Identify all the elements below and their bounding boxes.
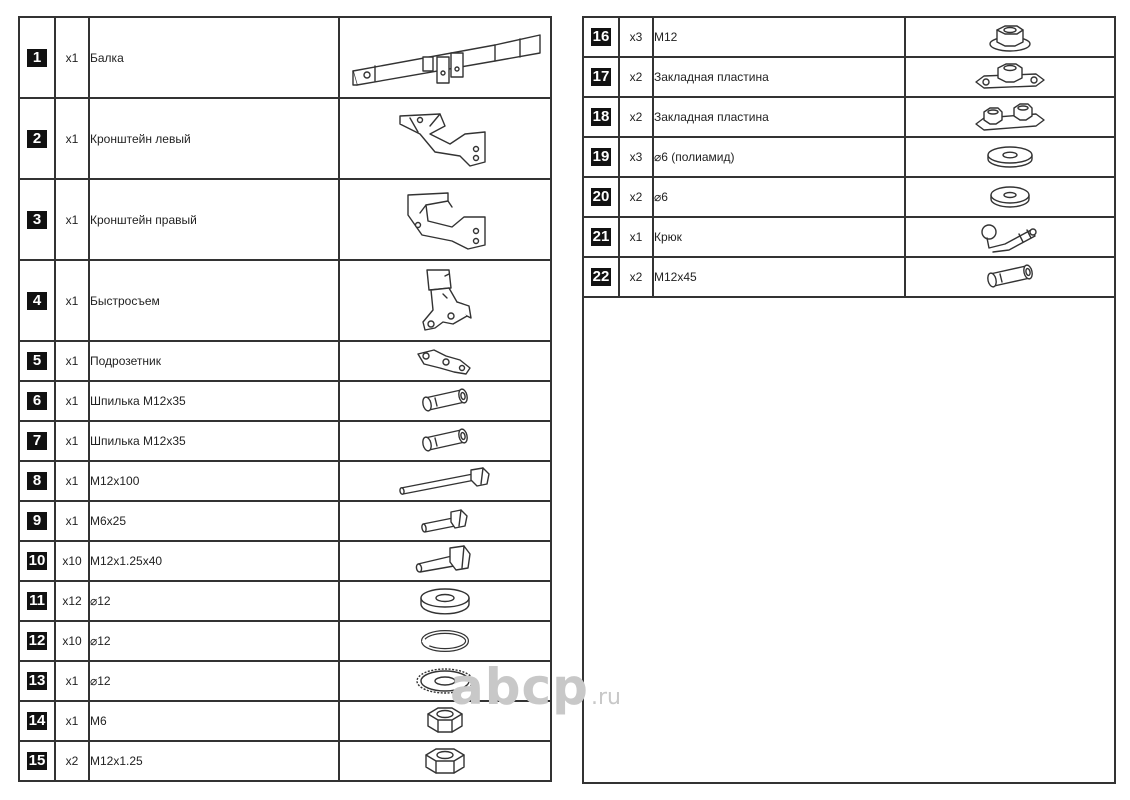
item-name: ⌀6 (полиамид) [653, 137, 905, 177]
item-picture-cell [905, 17, 1115, 57]
item-number-cell [19, 581, 55, 621]
plate-double-nut-icon [906, 100, 1114, 134]
item-number: 4 [27, 292, 47, 310]
bolt-icon [340, 544, 550, 578]
quick-release-icon [340, 264, 550, 338]
long-bolt-icon [340, 464, 550, 498]
item-number-cell [583, 257, 619, 297]
item-number: 16 [592, 28, 610, 45]
item-quantity: x10 [55, 621, 89, 661]
item-number-cell [19, 621, 55, 661]
small-washer-icon [906, 184, 1114, 210]
empty-row [583, 297, 1115, 783]
item-number-cell [19, 741, 55, 781]
item-quantity: x12 [55, 581, 89, 621]
table-row [583, 97, 1115, 137]
spacer-sleeve-icon [340, 384, 550, 418]
item-name: М6 [89, 701, 339, 741]
item-name: Балка [89, 17, 339, 98]
item-picture-cell [339, 98, 551, 179]
item-name: Шпилька М12х35 [89, 381, 339, 421]
item-name: Быстросъем [89, 260, 339, 341]
table-row [583, 177, 1115, 217]
item-number: 18 [592, 108, 610, 125]
table-row [19, 461, 551, 501]
flange-nut-icon [906, 20, 1114, 54]
hex-nut-icon [340, 743, 550, 779]
table-row [19, 701, 551, 741]
table-row [19, 421, 551, 461]
item-number-cell [19, 98, 55, 179]
parts-table-left [18, 16, 552, 782]
item-quantity: x3 [619, 17, 653, 57]
item-quantity: x1 [619, 217, 653, 257]
table-row [19, 541, 551, 581]
bracket-left-icon [340, 104, 550, 174]
item-number: 12 [28, 632, 46, 649]
item-name: Кронштейн правый [89, 179, 339, 260]
table-row [19, 260, 551, 341]
item-picture-cell [339, 17, 551, 98]
table-row [583, 137, 1115, 177]
item-picture-cell [339, 621, 551, 661]
item-picture-cell [339, 541, 551, 581]
item-number-cell [19, 341, 55, 381]
item-number-cell [19, 17, 55, 98]
item-quantity: x2 [55, 741, 89, 781]
item-number-cell [19, 541, 55, 581]
item-quantity: x3 [619, 137, 653, 177]
item-number-cell [583, 97, 619, 137]
item-number-cell [19, 701, 55, 741]
short-bolt-icon [340, 506, 550, 536]
table-row [19, 17, 551, 98]
item-name: М12х1.25 [89, 741, 339, 781]
item-picture-cell [905, 57, 1115, 97]
item-name: ⌀12 [89, 661, 339, 701]
item-name: Крюк [653, 217, 905, 257]
item-quantity: x1 [55, 341, 89, 381]
item-number: 21 [592, 228, 610, 245]
table-row [19, 341, 551, 381]
table-row [19, 98, 551, 179]
item-number-cell [19, 661, 55, 701]
item-number: 22 [592, 268, 610, 285]
table-row [19, 661, 551, 701]
item-name: ⌀6 [653, 177, 905, 217]
item-quantity: x1 [55, 421, 89, 461]
item-picture-cell [905, 217, 1115, 257]
spring-washer-icon [340, 626, 550, 656]
item-name: Подрозетник [89, 341, 339, 381]
item-name: ⌀12 [89, 621, 339, 661]
item-number: 14 [28, 712, 46, 729]
item-picture-cell [905, 137, 1115, 177]
item-picture-cell [339, 179, 551, 260]
watermark-logo: abcp [450, 658, 589, 716]
item-quantity: x1 [55, 98, 89, 179]
item-name: М12 [653, 17, 905, 57]
watermark-domain: .ru [590, 685, 621, 710]
table-row [19, 621, 551, 661]
flat-washer-icon [340, 586, 550, 616]
item-quantity: x1 [55, 661, 89, 701]
item-quantity: x1 [55, 701, 89, 741]
item-number-cell [583, 177, 619, 217]
item-number-cell [19, 501, 55, 541]
bracket-right-icon [340, 185, 550, 255]
table-row [19, 741, 551, 781]
item-number: 6 [27, 392, 47, 410]
spacer-sleeve-icon [340, 424, 550, 458]
item-picture-cell [339, 741, 551, 781]
item-quantity: x10 [55, 541, 89, 581]
item-number: 13 [28, 672, 46, 689]
item-picture-cell [339, 381, 551, 421]
item-number-cell [19, 381, 55, 421]
item-number: 7 [27, 432, 47, 450]
item-number-cell [583, 217, 619, 257]
spacer-sleeve-icon [906, 260, 1114, 294]
item-quantity: x1 [55, 179, 89, 260]
item-number: 19 [592, 148, 610, 165]
serrated-washer-icon [340, 663, 550, 699]
item-quantity: x1 [55, 17, 89, 98]
item-number-cell [583, 17, 619, 57]
item-name: Закладная пластина [653, 57, 905, 97]
item-number-cell [19, 179, 55, 260]
item-number: 20 [592, 188, 610, 205]
table-row [19, 381, 551, 421]
item-name: М12х100 [89, 461, 339, 501]
tow-ball-hook-icon [906, 220, 1114, 254]
item-picture-cell [339, 421, 551, 461]
item-number-cell [583, 57, 619, 97]
table-row [583, 217, 1115, 257]
item-quantity: x2 [619, 177, 653, 217]
item-picture-cell [339, 661, 551, 701]
empty-area [583, 297, 1115, 783]
socket-bracket-icon [340, 344, 550, 378]
item-number: 2 [27, 130, 47, 148]
parts-table-right [582, 16, 1116, 784]
item-picture-cell [339, 461, 551, 501]
item-name: М6х25 [89, 501, 339, 541]
item-picture-cell [905, 97, 1115, 137]
item-picture-cell [905, 257, 1115, 297]
item-picture-cell [339, 260, 551, 341]
item-number: 8 [27, 472, 47, 490]
item-name: Шпилька М12х35 [89, 421, 339, 461]
lock-nut-icon [340, 704, 550, 738]
item-picture-cell [339, 501, 551, 541]
item-number: 10 [28, 552, 46, 569]
item-name: М12х1.25х40 [89, 541, 339, 581]
item-quantity: x1 [55, 461, 89, 501]
item-name: Закладная пластина [653, 97, 905, 137]
item-number: 1 [27, 49, 47, 67]
item-number: 15 [28, 752, 46, 769]
item-number: 11 [27, 592, 47, 610]
item-quantity: x2 [619, 57, 653, 97]
table-row [583, 17, 1115, 57]
item-number: 3 [27, 211, 47, 229]
table-row [19, 581, 551, 621]
item-quantity: x1 [55, 381, 89, 421]
item-number-cell [19, 421, 55, 461]
item-name: М12х45 [653, 257, 905, 297]
table-row [583, 57, 1115, 97]
table-row [19, 179, 551, 260]
item-picture-cell [339, 701, 551, 741]
item-name: Кронштейн левый [89, 98, 339, 179]
item-number-cell [19, 461, 55, 501]
item-quantity: x1 [55, 260, 89, 341]
item-picture-cell [339, 341, 551, 381]
item-quantity: x1 [55, 501, 89, 541]
item-picture-cell [339, 581, 551, 621]
item-number: 17 [592, 68, 610, 85]
item-number: 9 [27, 512, 47, 530]
table-row [583, 257, 1115, 297]
beam-icon [340, 23, 550, 93]
item-quantity: x2 [619, 257, 653, 297]
item-picture-cell [905, 177, 1115, 217]
polyamide-washer-icon [906, 144, 1114, 170]
plate-single-nut-icon [906, 60, 1114, 94]
item-number-cell [19, 260, 55, 341]
item-name: ⌀12 [89, 581, 339, 621]
item-quantity: x2 [619, 97, 653, 137]
table-row [19, 501, 551, 541]
item-number-cell [583, 137, 619, 177]
item-number: 5 [27, 352, 47, 370]
